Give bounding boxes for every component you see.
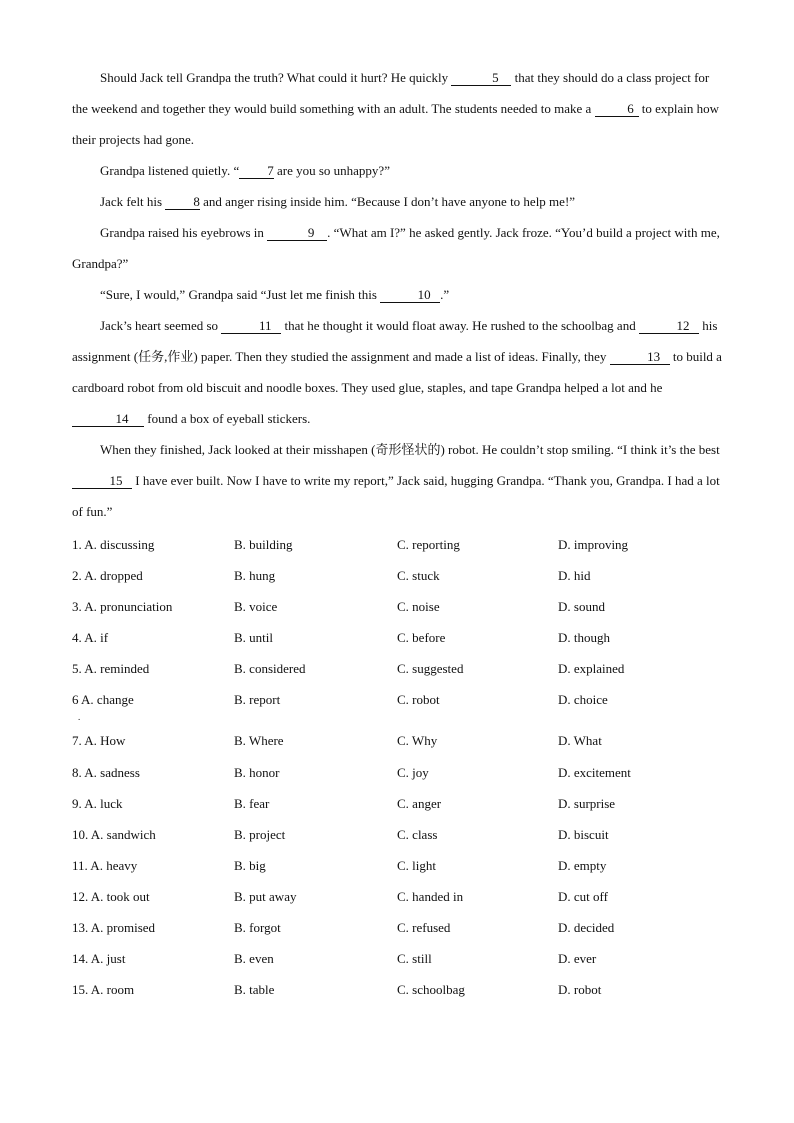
option-choice: 6 A. change	[72, 692, 134, 708]
option-row-12	[72, 882, 732, 913]
option-choice: C. suggested	[397, 661, 464, 677]
option-choice: D. cut off	[558, 888, 608, 904]
blank-14: 14	[72, 412, 144, 427]
option-row-13	[72, 913, 732, 944]
option-choice: B. voice	[234, 599, 278, 615]
option-choice: C. handed in	[397, 888, 464, 904]
option-choice: B. fear	[234, 795, 270, 811]
paragraph-6: Jack’s heart seemed so 11 that he thought it would float away. He rushed to the schoolbag and 12 his assignment (任务,作业) paper. Then they studied the assignment and made a list of ideas. Finally, they 13 to build a cardboard robot from old biscuit and noodle boxes. They used glue, staples, and tape Grandpa helped a lot and he 14 found a box of eyeball stickers.	[72, 318, 722, 426]
option-row-6	[72, 685, 732, 726]
blank-10: 10	[380, 288, 440, 303]
option-choice: C. class	[397, 826, 438, 842]
option-choice: B. until	[234, 630, 274, 646]
option-row-4	[72, 623, 732, 654]
option-row-2	[72, 561, 732, 592]
option-choice: B. put away	[234, 888, 297, 904]
paragraph-4: Grandpa raised his eyebrows in 9 . “What am I?” he asked gently. Jack froze. “You’d build a project with me, Grandpa?”	[72, 225, 720, 271]
option-choice: 4. A. if	[72, 630, 109, 646]
option-row-9	[72, 789, 732, 820]
paragraph-1: Should Jack tell Grandpa the truth? What could it hurt? He quickly 5 that they should do a class project for the weekend and together they would build something with an adult. The students needed to make a 6 to explain how their projects had gone.	[72, 70, 720, 147]
option-choice: 11. A. heavy	[72, 857, 138, 873]
option-choice: B. report	[234, 692, 281, 708]
option-choice: 10. A. sandwich	[72, 826, 156, 842]
option-choice: C. joy	[397, 764, 429, 780]
option-choice: 1. A. discussing	[72, 537, 155, 552]
option-choice: C. schoolbag	[397, 982, 465, 998]
option-row-5	[72, 654, 732, 685]
option-choice: B. building	[234, 537, 293, 552]
option-choice: B. project	[234, 826, 286, 842]
paragraph-7: When they finished, Jack looked at their misshapen (奇形怪状的) robot. He couldn’t stop smiling. “I think it’s the best 15 I have ever built. Now I have to write my report,” Jack said, hugging Grandpa. “Thank you, Grandpa. I had a lot of fun.”	[72, 442, 720, 519]
option-choice: 9. A. luck	[72, 795, 123, 811]
option-choice: D. ever	[558, 951, 597, 967]
option-choice: D. explained	[558, 661, 625, 677]
option-choice: 15. A. room	[72, 982, 135, 998]
option-choice: B. considered	[234, 661, 306, 677]
paragraph-5: “Sure, I would,” Grandpa said “Just let me finish this 10 .”	[100, 287, 450, 302]
option-choice: B. even	[234, 951, 274, 967]
option-choice: D. though	[558, 630, 610, 646]
option-row-15	[72, 975, 732, 1006]
option-choice: D. decided	[558, 920, 615, 936]
option-choice: 8. A. sadness	[72, 764, 140, 780]
answer-options	[72, 530, 732, 1006]
option-choice: C. Why	[397, 733, 438, 749]
stray-dot-mark: .	[78, 712, 81, 723]
blank-7: 7	[239, 164, 274, 179]
option-choice: B. hung	[234, 568, 276, 584]
blank-9: 9	[267, 226, 327, 241]
blank-13: 13	[610, 350, 670, 365]
cloze-passage	[72, 62, 724, 527]
option-choice: D. robot	[558, 982, 602, 998]
option-choice: B. Where	[234, 733, 284, 749]
option-choice: C. still	[397, 951, 432, 967]
option-row-14	[72, 944, 732, 975]
option-choice: C. refused	[397, 920, 451, 936]
option-choice: C. before	[397, 630, 446, 646]
option-choice: 2. A. dropped	[72, 568, 143, 584]
paragraph-3: Jack felt his 8 and anger rising inside him. “Because I don’t have anyone to help me!”	[100, 194, 576, 209]
option-choice: B. table	[234, 982, 275, 998]
option-choice: 12. A. took out	[72, 888, 150, 904]
option-choice: D. sound	[558, 599, 605, 615]
option-choice: C. light	[397, 857, 437, 873]
option-choice: D. biscuit	[558, 826, 609, 842]
option-choice: 14. A. just	[72, 951, 126, 967]
blank-11: 11	[221, 319, 281, 334]
option-choice: 3. A. pronunciation	[72, 599, 173, 615]
option-choice: D. improving	[558, 537, 629, 552]
option-row-7	[72, 726, 732, 757]
option-row-10	[72, 820, 732, 851]
option-choice: D. choice	[558, 692, 608, 708]
option-choice: B. forgot	[234, 920, 281, 936]
option-choice: B. big	[234, 857, 266, 873]
option-choice: D. excitement	[558, 764, 631, 780]
option-choice: C. stuck	[397, 568, 440, 584]
blank-5: 5	[451, 71, 511, 86]
option-choice: C. reporting	[397, 537, 460, 552]
blank-15: 15	[72, 474, 132, 489]
blank-8: 8	[165, 195, 200, 210]
blank-6: 6	[595, 102, 639, 117]
option-choice: D. surprise	[558, 795, 616, 811]
option-row-8	[72, 758, 732, 789]
option-choice: D. empty	[558, 857, 607, 873]
blank-12: 12	[639, 319, 699, 334]
option-choice: C. robot	[397, 692, 440, 708]
paragraph-2: Grandpa listened quietly. “ 7 are you so unhappy?”	[100, 163, 390, 178]
option-choice: D. hid	[558, 568, 591, 584]
option-choice: 7. A. How	[72, 733, 126, 749]
option-row-11	[72, 851, 732, 882]
option-choice: 5. A. reminded	[72, 661, 150, 677]
option-choice: D. What	[558, 733, 602, 749]
option-choice: C. noise	[397, 599, 440, 615]
option-row-3	[72, 592, 732, 623]
option-choice: B. honor	[234, 764, 280, 780]
option-choice: C. anger	[397, 795, 442, 811]
option-choice: 13. A. promised	[72, 920, 156, 936]
option-row-1	[72, 530, 732, 561]
